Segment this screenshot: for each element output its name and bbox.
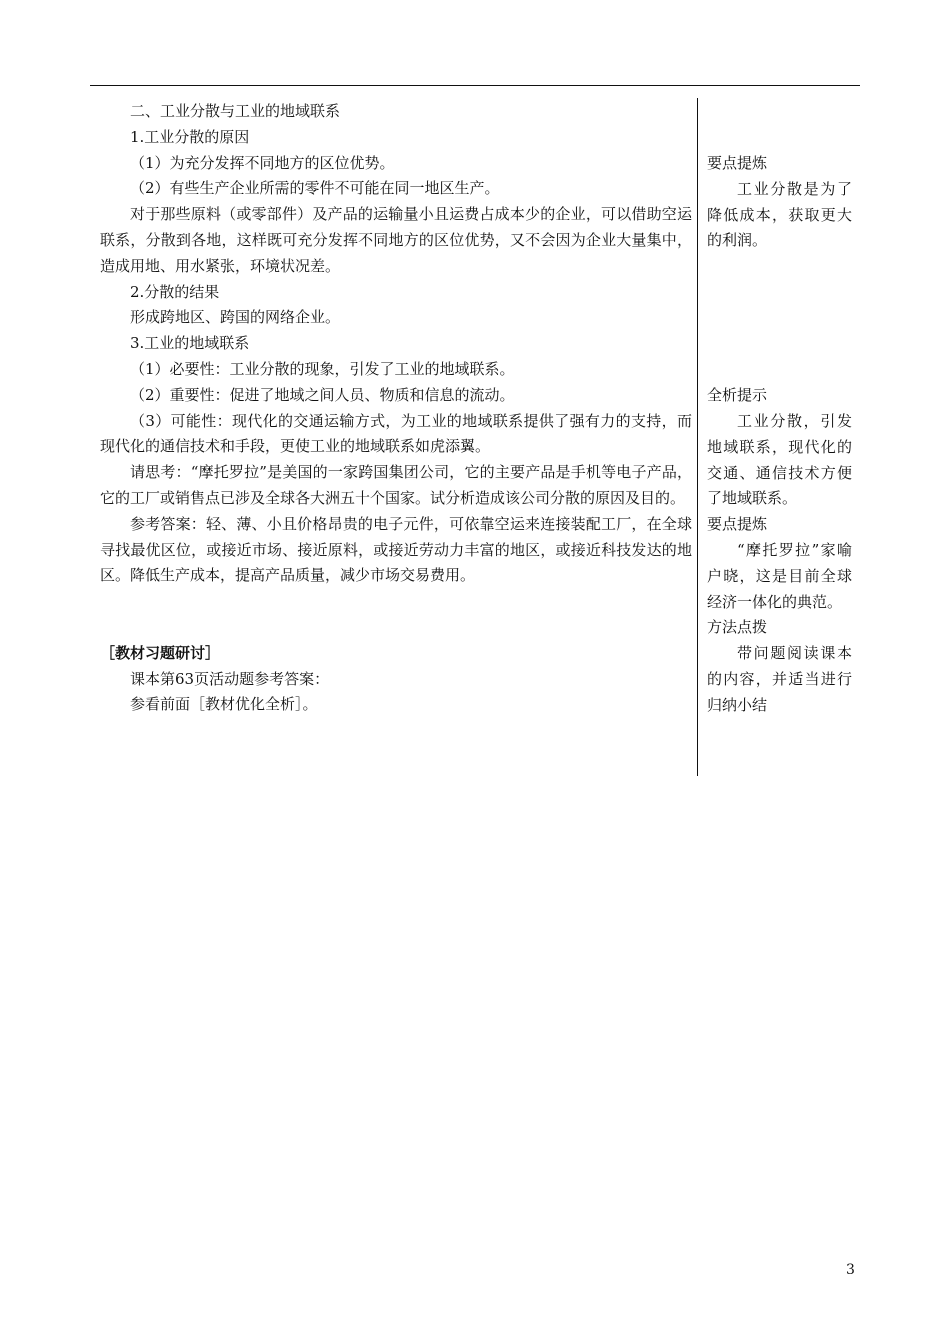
- list-item: （3）可能性：现代化的交通运输方式，为工业的地域联系提供了强有力的支持，而现代化的通信技术和手段，更使工业的地域联系如虎添翼。: [100, 411, 692, 456]
- spacer: [100, 589, 692, 641]
- note-text: “摩托罗拉”家喻户晓，这是目前全球经济一体化的典范。: [707, 540, 852, 611]
- list-item: （2）重要性：促进了地域之间人员、物质和信息的流动。: [130, 385, 515, 404]
- note-spacer: [707, 280, 852, 306]
- list-item: （1）为充分发挥不同地方的区位优势。: [130, 153, 395, 172]
- question-paragraph: 请思考：“摩托罗拉”是美国的一家跨国集团公司，它的主要产品是手机等电子产品，它的工厂或销售点已涉及全球各大洲五十个国家。试分析造成该公司分散的原因及目的。: [100, 463, 692, 507]
- paragraph: 形成跨地区、跨国的网络企业。: [130, 308, 341, 327]
- note-title: 要点提炼: [707, 154, 768, 172]
- note-spacer: [707, 332, 852, 358]
- subsection-title: 1.工业分散的原因: [130, 127, 250, 146]
- answer-paragraph: 参考答案：轻、薄、小且价格昂贵的电子元件，可依靠空运来连接装配工厂，在全球寻找最优区位，或接近市场、接近原料，或接近劳动力丰富的地区，或接近科技发达的地区。降低生产成本，提高产品质量，减少市场交易费用。: [100, 514, 692, 585]
- side-notes-column: [707, 151, 852, 719]
- subsection-title: 3.工业的地域联系: [130, 334, 250, 353]
- note-text: 带问题阅读课本的内容，并适当进行归纳小结: [707, 644, 852, 714]
- header-rule: [90, 85, 860, 86]
- column-divider: [697, 98, 698, 776]
- note-text: 工业分散，引发地域联系，现代化的交通、通信技术方便了地域联系。: [707, 411, 852, 508]
- note-text: 工业分散是为了降低成本，获取更大的利润。: [707, 179, 852, 250]
- list-item: （2）有些生产企业所需的零件不可能在同一地区生产。: [130, 179, 500, 198]
- note-spacer: [707, 306, 852, 332]
- subsection-title: 2.分散的结果: [130, 282, 220, 301]
- note-title: 要点提炼: [707, 515, 768, 534]
- exercise-line: 课本第63页活动题参考答案：: [130, 669, 330, 688]
- note-title: 全析提示: [707, 386, 768, 405]
- note-spacer: [707, 254, 852, 280]
- paragraph: 对于那些原料（或零部件）及产品的运输量小且运费占成本少的企业，可以借助空运联系，分散到各地，这样既可充分发挥不同地方的区位优势，又不会因为企业大量集中，造成用地、用水紧张，环境状况差。: [100, 205, 692, 275]
- list-item: （1）必要性：工业分散的现象，引发了工业的地域联系。: [130, 359, 515, 378]
- note-spacer: [707, 357, 852, 383]
- section-heading: 二、工业分散与工业的地域联系: [130, 102, 341, 120]
- exercise-heading: ［教材习题研讨］: [100, 643, 221, 662]
- main-column: [100, 99, 692, 718]
- page-number: 3: [846, 1262, 855, 1278]
- note-title: 方法点拨: [707, 618, 768, 637]
- exercise-line: 参看前面［教材优化全析］。: [130, 695, 318, 714]
